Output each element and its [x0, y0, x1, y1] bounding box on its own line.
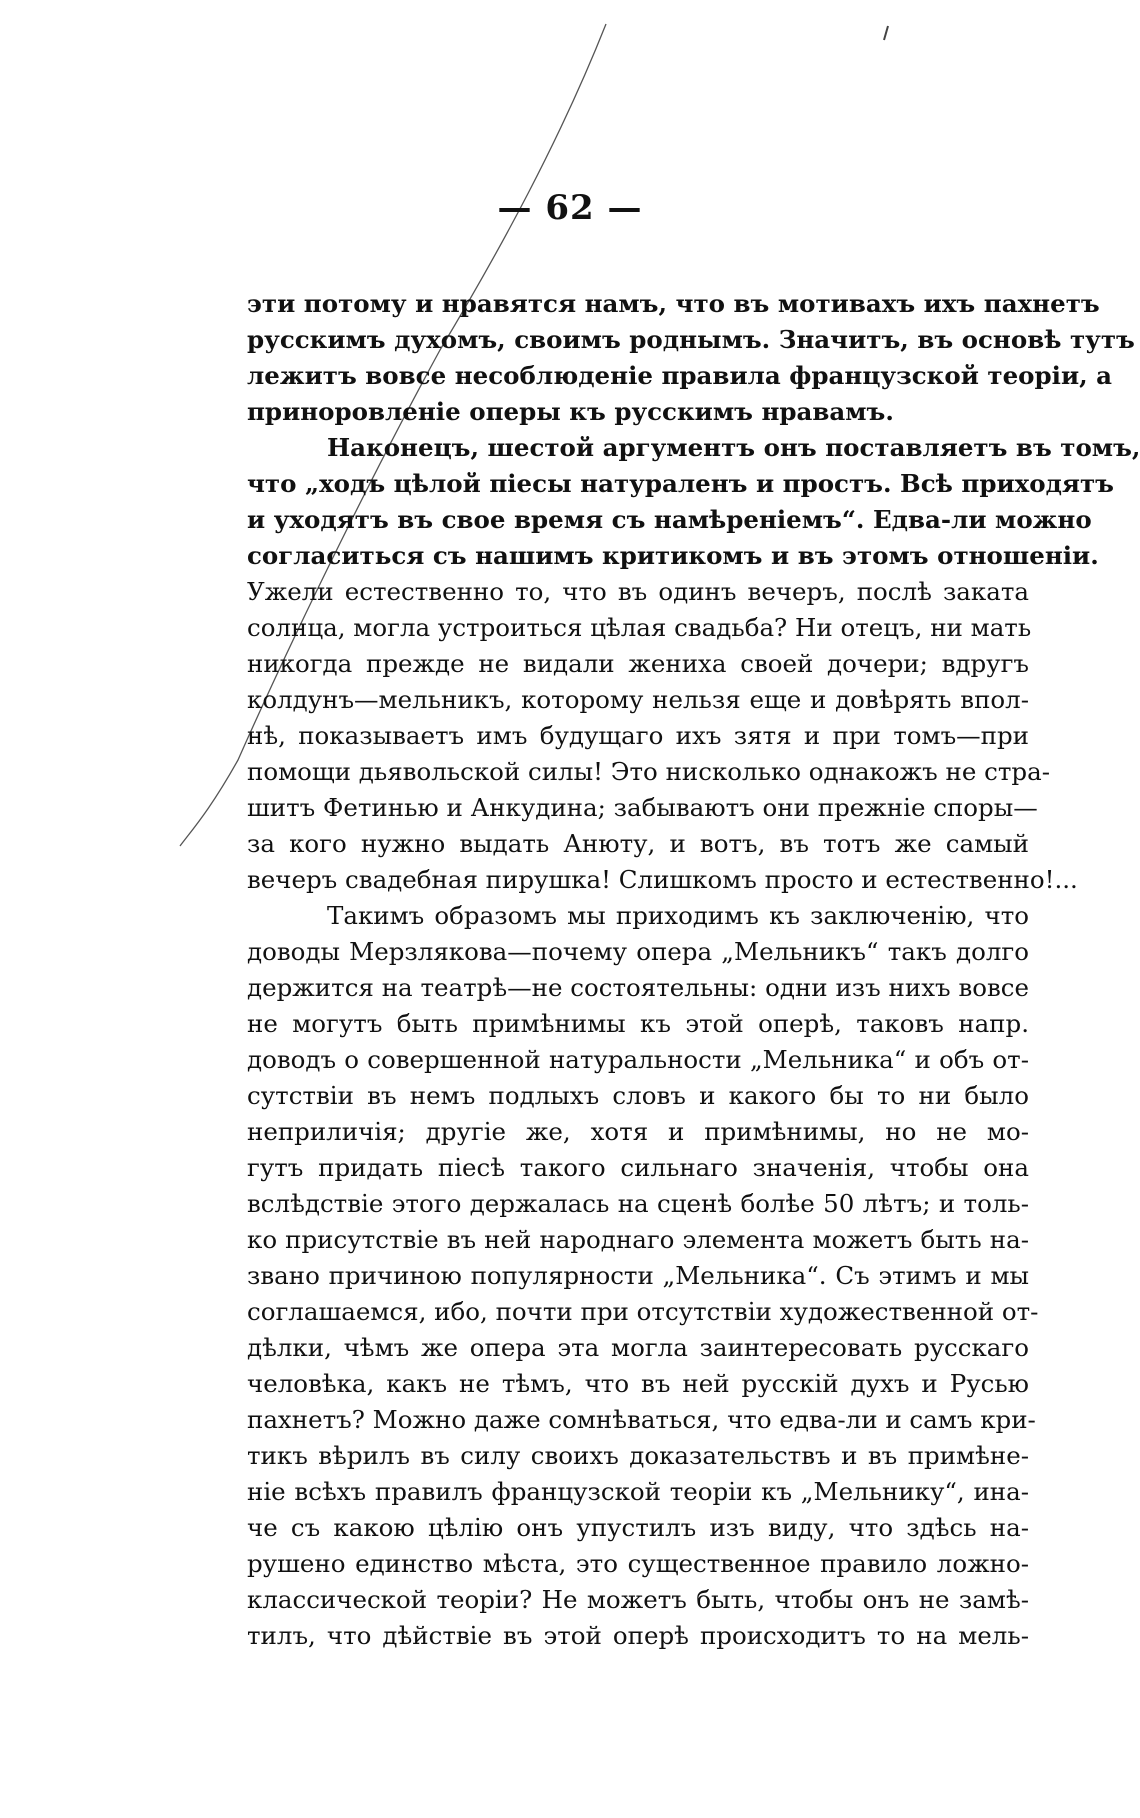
text-line: согласиться съ нашимъ критикомъ и въ этомъ отношеніи.: [247, 541, 1099, 570]
text-line: человѣка, какъ не тѣмъ, что въ ней русскій духъ и Русью: [247, 1369, 1029, 1398]
text-line: доводы Мерзлякова—почему опера „Мельникъ“ такъ долго: [247, 937, 1029, 966]
text-line: ніе всѣхъ правилъ французской теоріи къ „Мельнику“, ина-: [247, 1477, 1029, 1506]
text-line: ко присутствіе въ ней народнаго элемента можетъ быть на-: [247, 1225, 1029, 1254]
text-line: русскимъ духомъ, своимъ роднымъ. Значитъ, въ основѣ тутъ: [247, 325, 1135, 354]
text-line: эти потому и нравятся намъ, что въ мотивахъ ихъ пахнетъ: [247, 289, 1100, 318]
body-text: [247, 286, 1140, 1654]
text-line: колдунъ—мельникъ, которому нельзя еще и довѣрять впол-: [247, 685, 1029, 714]
text-line: доводъ о совершенной натуральности „Мельника“ и объ от-: [247, 1045, 1029, 1074]
text-line: пахнетъ? Можно даже сомнѣваться, что едва-ли и самъ кри-: [247, 1405, 1036, 1434]
text-line: Такимъ образомъ мы приходимъ къ заключенію, что: [327, 901, 1029, 930]
text-line: рушено единство мѣста, это существенное правило ложно-: [247, 1549, 1029, 1578]
text-line: тилъ, что дѣйствіе въ этой оперѣ происходитъ то на мель-: [247, 1621, 1029, 1650]
text-line: Наконецъ, шестой аргументъ онъ поставляетъ въ томъ,: [327, 433, 1140, 462]
text-line: гутъ придать піесѣ такого сильнаго значенія, чтобы она: [247, 1153, 1029, 1182]
text-line: никогда прежде не видали жениха своей дочери; вдругъ: [247, 649, 1029, 678]
text-line: помощи дьявольской силы! Это нисколько однакожъ не стра-: [247, 757, 1050, 786]
text-line: дѣлки, чѣмъ же опера эта могла заинтересовать русскаго: [247, 1333, 1029, 1362]
text-line: держится на театрѣ—не состоятельны: одни изъ нихъ вовсе: [247, 973, 1029, 1002]
text-line: че съ какою цѣлію онъ упустилъ изъ виду, что здѣсь на-: [247, 1513, 1029, 1542]
text-line: приноровленіе оперы къ русскимъ нравамъ.: [247, 397, 894, 426]
text-line: соглашаемся, ибо, почти при отсутствіи художественной от-: [247, 1297, 1039, 1326]
text-line: за кого нужно выдать Анюту, и вотъ, въ тотъ же самый: [247, 829, 1029, 858]
text-line: солнца, могла устроиться цѣлая свадьба? Ни отецъ, ни мать: [247, 613, 1032, 642]
text-line: что „ходъ цѣлой піесы натураленъ и простъ. Всѣ приходятъ: [247, 469, 1114, 498]
text-line: не могутъ быть примѣнимы къ этой оперѣ, таковъ напр.: [247, 1009, 1029, 1038]
text-line: вечеръ свадебная пирушка! Слишкомъ просто и естественно!...: [247, 865, 1078, 894]
text-line: нѣ, показываетъ имъ будущаго ихъ зятя и при томъ—при: [247, 721, 1029, 750]
text-line: и уходятъ въ свое время съ намѣреніемъ“. Едва-ли можно: [247, 505, 1092, 534]
text-line: лежитъ вовсе несоблюденіе правила французской теоріи, а: [247, 361, 1113, 390]
text-line: классической теоріи? Не можетъ быть, чтобы онъ не замѣ-: [247, 1585, 1029, 1614]
text-line: шитъ Фетинью и Анкудина; забываютъ они прежніе споры—: [247, 793, 1038, 822]
text-line: тикъ вѣрилъ въ силу своихъ доказательствъ и въ примѣне-: [247, 1441, 1029, 1470]
text-line: Ужели естественно то, что въ одинъ вечеръ, послѣ заката: [247, 577, 1029, 606]
page-number: — 62 —: [497, 188, 643, 228]
text-line: вслѣдствіе этого держалась на сценѣ болѣе 50 лѣтъ; и толь-: [247, 1189, 1029, 1218]
text-line: неприличія; другіе же, хотя и примѣнимы, но не мо-: [247, 1117, 1029, 1146]
text-line: сутствіи въ немъ подлыхъ словъ и какого бы то ни было: [247, 1081, 1029, 1110]
text-line: звано причиною популярности „Мельника“. Съ этимъ и мы: [247, 1261, 1029, 1290]
